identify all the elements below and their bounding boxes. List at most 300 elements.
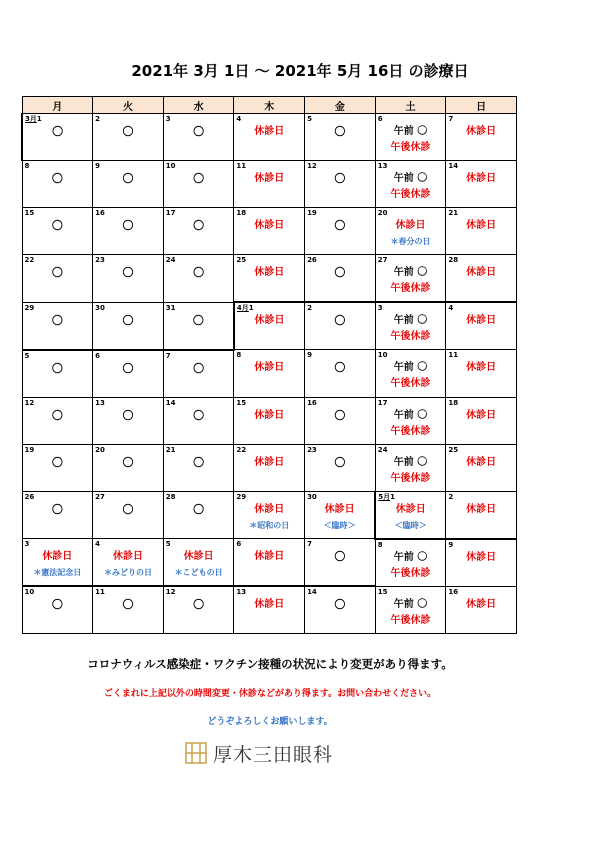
day-status: 〇 — [334, 361, 346, 374]
day-number — [25, 352, 30, 360]
day-number — [166, 493, 176, 501]
day-number — [378, 162, 388, 170]
day-status: 午前 〇 — [393, 315, 428, 326]
calendar-day-cell — [163, 161, 234, 208]
day-number — [448, 351, 458, 359]
holiday-note: ＊春分の日 — [390, 237, 431, 246]
day-number — [95, 446, 105, 454]
day-status: 休診日 — [254, 551, 285, 562]
day-number — [95, 115, 100, 123]
calendar-day-cell — [305, 539, 376, 587]
day-status: 〇 — [51, 172, 63, 185]
calendar-table — [21, 96, 517, 634]
calendar-day-cell — [163, 302, 234, 350]
day-status: 〇 — [334, 314, 346, 327]
day-number — [378, 493, 395, 501]
day-number — [25, 493, 35, 501]
day-status: 午前 〇 — [393, 456, 428, 468]
day-number-text: 5 — [307, 115, 312, 123]
day-number — [25, 588, 35, 596]
day-status: 休診日 — [254, 220, 285, 231]
calendar-day-cell — [163, 350, 234, 398]
day-number — [236, 540, 241, 548]
calendar-day-cell — [375, 397, 446, 444]
day-status: 〇 — [334, 125, 346, 138]
calendar-week-row — [22, 397, 517, 444]
day-number-text: 11 — [448, 351, 459, 359]
day-number-text: 7 — [165, 351, 171, 360]
calendar-day-cell — [234, 161, 305, 208]
day-status: 〇 — [193, 598, 205, 611]
calendar-day-cell — [305, 491, 376, 539]
day-number — [448, 493, 453, 501]
calendar-day-cell — [446, 255, 517, 303]
day-number — [307, 304, 312, 312]
day-number — [448, 446, 458, 454]
day-number — [25, 209, 35, 217]
day-status: 〇 — [122, 502, 134, 516]
day-status: 休診日 — [42, 551, 73, 562]
day-number — [378, 115, 383, 123]
calendar-day-cell — [22, 586, 93, 634]
day-number-text: 3 — [24, 540, 30, 548]
day-number-text: 7 — [307, 540, 312, 548]
day-number-text: 1 — [248, 304, 254, 312]
day-number-text: 30 — [95, 303, 105, 312]
calendar-day-cell — [93, 539, 164, 587]
day-number — [166, 162, 176, 170]
day-status: 〇 — [122, 172, 134, 185]
day-number-text: 10 — [165, 162, 176, 170]
day-number-text: 5 — [24, 351, 30, 360]
calendar-day-cell — [375, 539, 446, 587]
calendar-week-row — [22, 586, 517, 634]
calendar-day-cell — [163, 114, 234, 161]
day-number — [95, 540, 100, 548]
calendar-day-cell — [22, 350, 93, 398]
weekday-header-cell: 月 — [22, 97, 93, 114]
calendar-day-cell — [22, 444, 93, 491]
day-number-text: 15 — [236, 398, 247, 407]
day-status: 休診日 — [395, 220, 426, 231]
day-status: 〇 — [122, 219, 134, 232]
day-number-text: 29 — [24, 303, 35, 312]
day-number — [236, 162, 246, 170]
day-status: 休診日 — [254, 173, 285, 184]
day-number — [448, 256, 458, 264]
day-number — [236, 399, 246, 407]
day-status: 〇 — [193, 219, 205, 232]
calendar-day-cell — [22, 208, 93, 255]
day-number-text: 9 — [95, 162, 101, 170]
day-number-text: 16 — [95, 209, 105, 217]
page-title: 2021年 3月 1日 ～ 2021年 5月 16日 の診療日 — [131, 62, 469, 80]
day-status: 〇 — [334, 598, 346, 611]
weekday-header-cell: 日 — [446, 97, 517, 114]
calendar-day-cell — [305, 255, 376, 303]
day-status: 午前 〇 — [393, 409, 428, 421]
calendar-day-cell — [375, 114, 446, 161]
day-number — [378, 541, 383, 549]
calendar-day-cell — [93, 161, 164, 208]
day-status: 休診日 — [254, 362, 285, 373]
clinic-logo — [185, 740, 333, 766]
calendar-day-cell — [446, 586, 517, 634]
day-number — [25, 446, 35, 454]
day-number-text: 28 — [448, 256, 459, 264]
day-number — [448, 304, 453, 312]
day-status: 〇 — [193, 172, 205, 185]
day-number-text: 26 — [24, 492, 35, 501]
day-number-text: 12 — [165, 588, 176, 596]
day-status: 休診日 — [466, 456, 497, 468]
day-number-text: 22 — [236, 445, 247, 454]
calendar-day-cell — [305, 114, 376, 161]
day-number-text: 23 — [95, 256, 105, 264]
day-number — [236, 256, 246, 264]
calendar-day-cell — [234, 255, 305, 303]
day-status: 〇 — [193, 455, 205, 469]
day-status: 午前 〇 — [393, 598, 428, 610]
day-number-text: 17 — [377, 398, 388, 407]
day-number-text: 16 — [448, 587, 459, 596]
day-number-text: 14 — [448, 162, 459, 170]
day-number-text: 3 — [377, 304, 383, 312]
day-number — [448, 115, 453, 123]
calendar-week-row — [22, 302, 517, 350]
day-number-text: 6 — [377, 115, 383, 123]
afternoon-closed-label: 午後休診 — [390, 142, 431, 153]
day-number — [236, 446, 246, 454]
day-number — [95, 162, 100, 170]
calendar-day-cell — [375, 491, 446, 539]
day-number-text: 2 — [448, 492, 454, 501]
calendar-day-cell — [22, 397, 93, 444]
day-status: 〇 — [334, 219, 346, 232]
calendar-day-cell — [93, 350, 164, 398]
day-number-text: 19 — [307, 209, 317, 217]
day-number — [25, 256, 35, 264]
calendar-day-cell — [22, 302, 93, 350]
day-number — [307, 115, 312, 123]
day-status: 〇 — [122, 266, 134, 279]
calendar-day-cell — [375, 255, 446, 303]
calendar-day-cell — [305, 444, 376, 491]
day-number — [236, 115, 241, 123]
afternoon-closed-label: 午後休診 — [390, 378, 431, 389]
day-number — [378, 399, 388, 407]
calendar-day-cell — [22, 491, 93, 539]
day-number-text: 6 — [95, 351, 101, 360]
day-number-text: 12 — [24, 398, 35, 407]
calendar-week-row — [22, 161, 517, 208]
day-number — [166, 304, 176, 312]
day-number — [25, 304, 35, 312]
calendar-day-cell — [234, 114, 305, 161]
day-status: 休診日 — [466, 551, 497, 563]
day-number-text: 21 — [448, 209, 459, 217]
calendar-week-row — [22, 491, 517, 539]
day-status: 〇 — [51, 361, 63, 375]
day-number — [448, 541, 453, 549]
calendar-day-cell — [163, 208, 234, 255]
weekday-header-cell: 土 — [375, 97, 446, 114]
calendar-day-cell — [93, 397, 164, 444]
calendar-day-cell — [446, 444, 517, 491]
calendar-day-cell — [93, 491, 164, 539]
day-number-text: 10 — [377, 351, 388, 359]
day-status: 午前 〇 — [393, 551, 428, 563]
day-number — [307, 493, 317, 501]
holiday-note: ＊昭和の日 — [249, 520, 290, 530]
day-number — [166, 352, 171, 360]
day-number — [448, 588, 458, 596]
day-number-text: 8 — [236, 351, 242, 359]
afternoon-closed-label: 午後休診 — [390, 331, 431, 342]
day-number-text: 9 — [448, 540, 454, 549]
day-number-text: 20 — [377, 209, 388, 217]
calendar-day-cell — [305, 161, 376, 208]
day-status: 〇 — [122, 361, 134, 375]
month-label: 5月 — [378, 492, 391, 501]
calendar-day-cell — [234, 397, 305, 444]
calendar-day-cell — [93, 444, 164, 491]
day-status: 〇 — [122, 313, 134, 327]
day-status: 〇 — [193, 125, 205, 138]
calendar-day-cell — [446, 539, 517, 587]
calendar-day-cell — [163, 397, 234, 444]
day-status: 休診日 — [466, 315, 497, 326]
day-number — [166, 115, 171, 123]
day-number — [307, 540, 312, 548]
day-status: 〇 — [51, 502, 63, 516]
day-number — [95, 588, 105, 596]
day-status: 休診日 — [324, 503, 355, 515]
calendar-day-cell — [446, 208, 517, 255]
day-number — [236, 493, 246, 501]
calendar-day-cell — [305, 302, 376, 350]
day-status: 〇 — [334, 550, 346, 563]
day-number-text: 4 — [448, 304, 454, 312]
day-status: 休診日 — [254, 599, 285, 610]
holiday-note: ＊憲法記念日 — [33, 568, 82, 577]
calendar-day-cell — [375, 586, 446, 634]
calendar-day-cell — [22, 539, 93, 587]
day-number-text: 18 — [236, 209, 247, 217]
day-number — [448, 399, 458, 407]
day-number-text: 15 — [377, 587, 388, 596]
day-number-text: 15 — [24, 209, 35, 217]
day-number-text: 10 — [24, 588, 35, 596]
calendar-day-cell — [375, 302, 446, 350]
day-status: 休診日 — [183, 551, 214, 562]
day-number — [307, 256, 317, 264]
weekday-header — [22, 97, 517, 114]
calendar-week-row — [22, 208, 517, 255]
afternoon-closed-label: 午後休診 — [390, 189, 431, 200]
clinic-name: 厚木三田眼科 — [213, 743, 334, 766]
day-number — [378, 446, 388, 454]
calendar-day-cell — [305, 397, 376, 444]
day-number-text: 4 — [236, 115, 242, 123]
day-number-text: 1 — [36, 115, 42, 123]
calendar-body — [22, 114, 517, 634]
day-status: 〇 — [193, 266, 205, 279]
day-number — [307, 588, 317, 596]
day-status: 休診日 — [254, 409, 285, 421]
day-number-text: 24 — [165, 256, 176, 264]
day-number-text: 8 — [24, 162, 30, 170]
day-number — [25, 115, 42, 123]
day-number-text: 12 — [307, 162, 317, 170]
afternoon-closed-label: 午後休診 — [390, 472, 431, 484]
afternoon-closed-label: 午後休診 — [390, 425, 431, 437]
calendar-day-cell — [163, 491, 234, 539]
day-number — [166, 588, 176, 596]
day-number — [95, 304, 105, 312]
month-label: 4月 — [236, 304, 249, 312]
day-number-text: 20 — [95, 445, 105, 454]
day-number — [95, 256, 105, 264]
day-number-text: 11 — [236, 162, 247, 170]
day-status: 〇 — [51, 598, 63, 611]
day-status: 〇 — [51, 408, 63, 422]
day-status: 休診日 — [466, 220, 497, 231]
calendar-day-cell — [93, 208, 164, 255]
day-status: 休診日 — [466, 409, 497, 421]
day-status: 〇 — [193, 408, 205, 422]
afternoon-closed-label: 午後休診 — [390, 283, 431, 294]
day-number — [166, 256, 176, 264]
day-number — [166, 399, 176, 407]
day-number-text: 31 — [165, 303, 176, 312]
day-status: 休診日 — [466, 126, 497, 137]
calendar-day-cell — [375, 350, 446, 398]
day-number — [95, 352, 100, 360]
weekday-header-cell: 金 — [305, 97, 376, 114]
day-number-text: 23 — [307, 445, 317, 454]
day-number — [307, 446, 317, 454]
day-number-text: 13 — [95, 398, 105, 407]
day-status: 〇 — [51, 266, 63, 279]
calendar-day-cell — [93, 114, 164, 161]
day-number — [448, 162, 458, 170]
day-number-text: 14 — [165, 398, 176, 407]
day-status: 午前 〇 — [393, 267, 428, 278]
day-number — [25, 399, 35, 407]
calendar-week-row — [22, 114, 517, 161]
day-number-text: 4 — [95, 540, 101, 548]
day-number-text: 24 — [377, 445, 388, 454]
day-number — [166, 540, 171, 548]
day-number-text: 28 — [165, 492, 176, 501]
holiday-note: ＊こどもの日 — [174, 568, 223, 577]
calendar-day-cell — [375, 161, 446, 208]
calendar-day-cell — [446, 491, 517, 539]
calendar-day-cell — [446, 161, 517, 208]
clinic-logo-icon — [185, 742, 207, 764]
day-number — [307, 351, 312, 359]
day-number — [236, 209, 246, 217]
day-status: 休診日 — [395, 503, 426, 515]
calendar-day-cell — [234, 491, 305, 539]
day-number — [166, 209, 176, 217]
day-number-text: 18 — [448, 398, 459, 407]
day-number-text: 16 — [307, 398, 317, 407]
calendar-day-cell — [446, 397, 517, 444]
day-number-text: 25 — [448, 445, 459, 454]
day-status: 休診日 — [112, 551, 143, 562]
day-number-text: 13 — [236, 588, 247, 596]
day-number — [448, 209, 458, 217]
day-status: 休診日 — [466, 173, 497, 184]
holiday-note: ＊みどりの日 — [103, 568, 152, 577]
month-label: 3月 — [25, 115, 37, 123]
day-number — [166, 446, 176, 454]
calendar-week-row — [22, 350, 517, 398]
day-number — [25, 540, 30, 548]
calendar-day-cell — [163, 444, 234, 491]
day-number-text: 21 — [165, 445, 176, 454]
day-number-text: 27 — [377, 256, 388, 264]
notice-schedule-change: ごくまれに上記以外の時間変更・休診などがあり得ます。お問い合わせください。 — [103, 689, 437, 699]
day-number-text: 30 — [307, 492, 317, 501]
notice-covid: コロナウィルス感染症・ワクチン接種の状況により変更があり得ます。 — [87, 657, 453, 671]
day-number-text: 1 — [390, 492, 395, 501]
day-number — [307, 209, 317, 217]
calendar-day-cell — [234, 302, 305, 350]
day-number — [236, 351, 241, 359]
calendar-day-cell — [93, 255, 164, 303]
day-status: 〇 — [51, 219, 63, 232]
calendar-day-cell — [446, 302, 517, 350]
calendar-day-cell — [22, 255, 93, 303]
day-number-text: 2 — [307, 304, 312, 312]
notice-thanks: どうぞよろしくお願いします。 — [207, 717, 333, 727]
day-status: 休診日 — [466, 598, 497, 610]
day-number-text: 6 — [236, 540, 242, 548]
day-status: 休診日 — [466, 267, 497, 278]
calendar-day-cell — [446, 114, 517, 161]
day-status: 〇 — [51, 455, 63, 469]
calendar-day-cell — [234, 586, 305, 634]
day-status: 休診日 — [254, 315, 285, 326]
calendar-day-cell — [375, 444, 446, 491]
day-number-text: 14 — [307, 588, 317, 596]
day-number — [237, 304, 254, 312]
day-number-text: 13 — [377, 162, 388, 170]
day-status: 〇 — [122, 455, 134, 469]
weekday-header-cell: 木 — [234, 97, 305, 114]
day-number — [307, 399, 317, 407]
weekday-header-cell: 火 — [93, 97, 164, 114]
calendar-day-cell — [305, 208, 376, 255]
day-status: 〇 — [122, 408, 134, 422]
calendar-day-cell — [234, 444, 305, 491]
calendar-day-cell — [163, 539, 234, 587]
calendar-week-row — [22, 539, 517, 587]
day-number — [236, 588, 246, 596]
day-status: 〇 — [122, 598, 134, 611]
calendar-day-cell — [93, 302, 164, 350]
calendar-day-cell — [234, 208, 305, 255]
day-number-text: 5 — [165, 540, 171, 548]
day-status: 〇 — [334, 172, 346, 185]
day-number — [378, 588, 388, 596]
day-number-text: 29 — [236, 492, 247, 501]
day-number-text: 8 — [377, 540, 383, 549]
day-status: 午前 〇 — [393, 173, 428, 184]
